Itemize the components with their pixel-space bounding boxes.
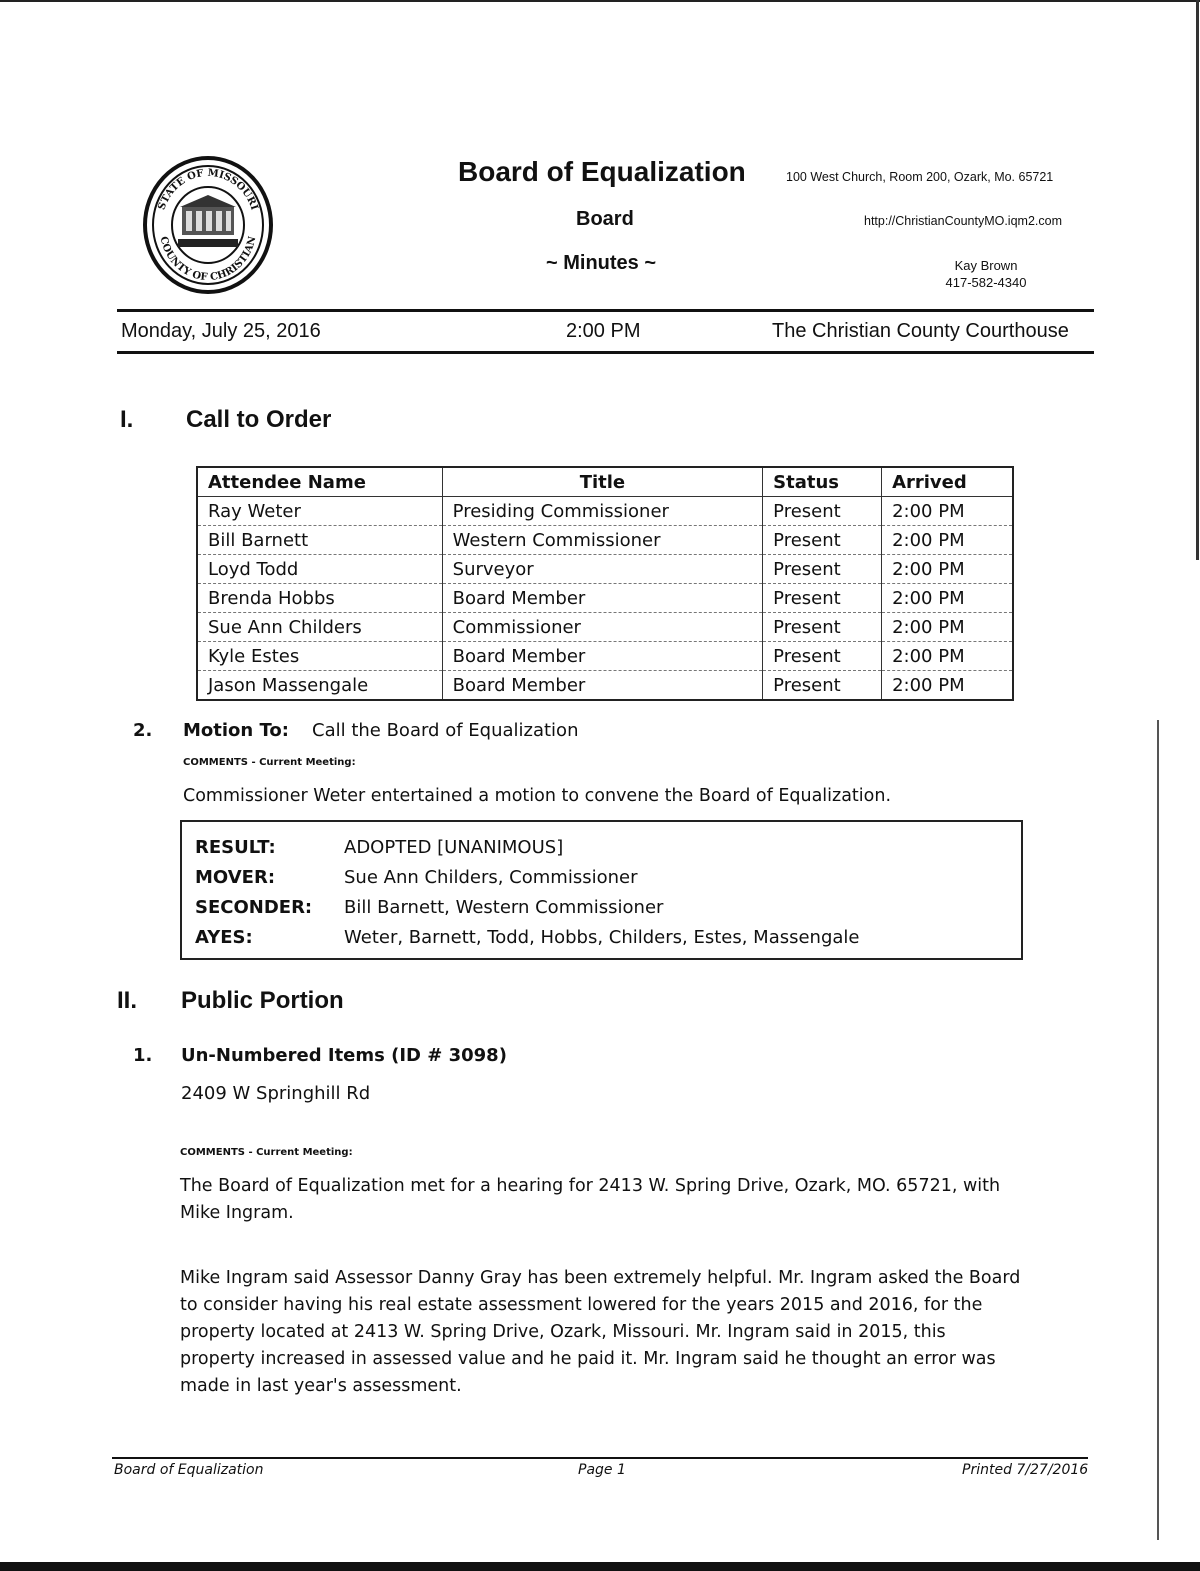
table-row xyxy=(197,584,1013,613)
paragraph-line: Mike Ingram said Assessor Danny Gray has been extremely helpful. Mr. Ingram asked the Board xyxy=(180,1268,1021,1288)
item-number: 2. xyxy=(133,720,153,741)
attendee-status: Present xyxy=(763,613,882,642)
header-url: http://ChristianCountyMO.iqm2.com xyxy=(864,214,1062,228)
attendee-status: Present xyxy=(763,526,882,555)
attendee-arrived: 2:00 PM xyxy=(882,526,1013,555)
attendee-arrived: 2:00 PM xyxy=(882,642,1013,671)
table-row xyxy=(197,671,1013,701)
item-value: Call the Board of Equalization xyxy=(312,720,579,741)
column-header: Status xyxy=(763,467,882,497)
table-header-row xyxy=(197,467,1013,497)
vote-result-box xyxy=(180,820,1023,960)
ayes-value: Weter, Barnett, Todd, Hobbs, Childers, Estes, Massengale xyxy=(344,927,860,948)
scan-edge-bottom xyxy=(0,1562,1200,1571)
attendee-status: Present xyxy=(763,671,882,701)
meeting-location: The Christian County Courthouse xyxy=(772,320,1069,342)
paragraph-line: made in last year's assessment. xyxy=(180,1376,462,1396)
footer-rule xyxy=(112,1457,1088,1459)
meeting-time: 2:00 PM xyxy=(566,320,641,342)
result-label: RESULT: xyxy=(195,837,276,858)
attendee-arrived: 2:00 PM xyxy=(882,671,1013,701)
item-label: Un-Numbered Items (ID # 3098) xyxy=(181,1045,507,1066)
ayes-label: AYES: xyxy=(195,927,253,948)
attendee-name: Ray Weter xyxy=(197,497,442,526)
mover-value: Sue Ann Childers, Commissioner xyxy=(344,867,638,888)
attendee-name: Sue Ann Childers xyxy=(197,613,442,642)
svg-text:STATE OF MISSOURI: STATE OF MISSOURI xyxy=(156,167,260,212)
comments-label: COMMENTS - Current Meeting: xyxy=(180,1147,353,1158)
comment-text: Commissioner Weter entertained a motion to convene the Board of Equalization. xyxy=(183,786,892,806)
attendee-name: Jason Massengale xyxy=(197,671,442,701)
column-header: Title xyxy=(442,467,763,497)
scan-edge-right xyxy=(1196,0,1199,560)
attendee-name: Bill Barnett xyxy=(197,526,442,555)
attendance-table xyxy=(196,466,1014,701)
table-row xyxy=(197,497,1013,526)
mover-label: MOVER: xyxy=(195,867,276,888)
attendee-status: Present xyxy=(763,642,882,671)
attendee-name: Kyle Estes xyxy=(197,642,442,671)
column-header: Arrived xyxy=(882,467,1013,497)
item-value: 2409 W Springhill Rd xyxy=(181,1083,371,1104)
attendee-arrived: 2:00 PM xyxy=(882,613,1013,642)
svg-text:COUNTY OF CHRISTIAN: COUNTY OF CHRISTIAN xyxy=(157,235,259,284)
attendee-title: Board Member xyxy=(442,584,763,613)
footer-page-number: Page 1 xyxy=(578,1462,626,1478)
attendee-title: Board Member xyxy=(442,642,763,671)
paragraph-line: The Board of Equalization met for a hearing for 2413 W. Spring Drive, Ozark, MO. 65721, with xyxy=(180,1176,1001,1196)
comments-label: COMMENTS - Current Meeting: xyxy=(183,757,356,768)
attendee-title: Board Member xyxy=(442,671,763,701)
contact-name: Kay Brown xyxy=(954,258,1018,273)
attendee-title: Western Commissioner xyxy=(442,526,763,555)
attendee-arrived: 2:00 PM xyxy=(882,497,1013,526)
paragraph-line: property increased in assessed value and he paid it. Mr. Ingram said he thought an error was xyxy=(180,1349,996,1369)
scan-edge-right-inner xyxy=(1157,720,1159,1540)
footer-left: Board of Equalization xyxy=(114,1462,264,1478)
contact-phone: 417-582-4340 xyxy=(945,275,1027,290)
attendee-name: Loyd Todd xyxy=(197,555,442,584)
table-row xyxy=(197,642,1013,671)
attendee-arrived: 2:00 PM xyxy=(882,584,1013,613)
table-row xyxy=(197,613,1013,642)
attendee-arrived: 2:00 PM xyxy=(882,555,1013,584)
county-seal-logo xyxy=(142,155,274,295)
footer-printed-date: Printed 7/27/2016 xyxy=(962,1462,1089,1478)
seconder-label: SECONDER: xyxy=(195,897,313,918)
paragraph-line: to consider having his real estate assessment lowered for the years 2015 and 2016, for the xyxy=(180,1295,983,1315)
comment-paragraph-1 xyxy=(180,1173,1000,1227)
comment-paragraph-2 xyxy=(180,1265,1020,1400)
scan-edge-top xyxy=(0,0,1200,8)
section-number: I. xyxy=(120,406,134,433)
paragraph-line: Mike Ingram. xyxy=(180,1203,294,1223)
section-number: II. xyxy=(117,987,138,1014)
attendee-status: Present xyxy=(763,584,882,613)
header-rule-bottom xyxy=(117,351,1094,354)
table-row xyxy=(197,526,1013,555)
attendee-title: Presiding Commissioner xyxy=(442,497,763,526)
seconder-value: Bill Barnett, Western Commissioner xyxy=(344,897,664,918)
header-address: 100 West Church, Room 200, Ozark, Mo. 65721 xyxy=(786,170,1054,184)
section-title: Public Portion xyxy=(181,987,344,1014)
attendee-title: Surveyor xyxy=(442,555,763,584)
attendee-name: Brenda Hobbs xyxy=(197,584,442,613)
attendee-title: Commissioner xyxy=(442,613,763,642)
item-number: 1. xyxy=(133,1045,153,1066)
meeting-date: Monday, July 25, 2016 xyxy=(121,320,321,342)
table-row xyxy=(197,555,1013,584)
paragraph-line: property located at 2413 W. Spring Drive, Ozark, Missouri. Mr. Ingram said in 2015, this xyxy=(180,1322,946,1342)
section-title: Call to Order xyxy=(186,406,332,433)
attendee-status: Present xyxy=(763,497,882,526)
result-value: ADOPTED [UNANIMOUS] xyxy=(344,837,564,858)
header-contact xyxy=(926,257,1046,291)
column-header: Attendee Name xyxy=(197,467,442,497)
attendee-status: Present xyxy=(763,555,882,584)
document-title: Board of Equalization xyxy=(458,156,746,187)
document-subtitle: Board xyxy=(576,208,634,230)
item-label: Motion To: xyxy=(183,720,289,741)
header-rule-top xyxy=(117,309,1094,312)
document-type: ~ Minutes ~ xyxy=(546,252,657,274)
